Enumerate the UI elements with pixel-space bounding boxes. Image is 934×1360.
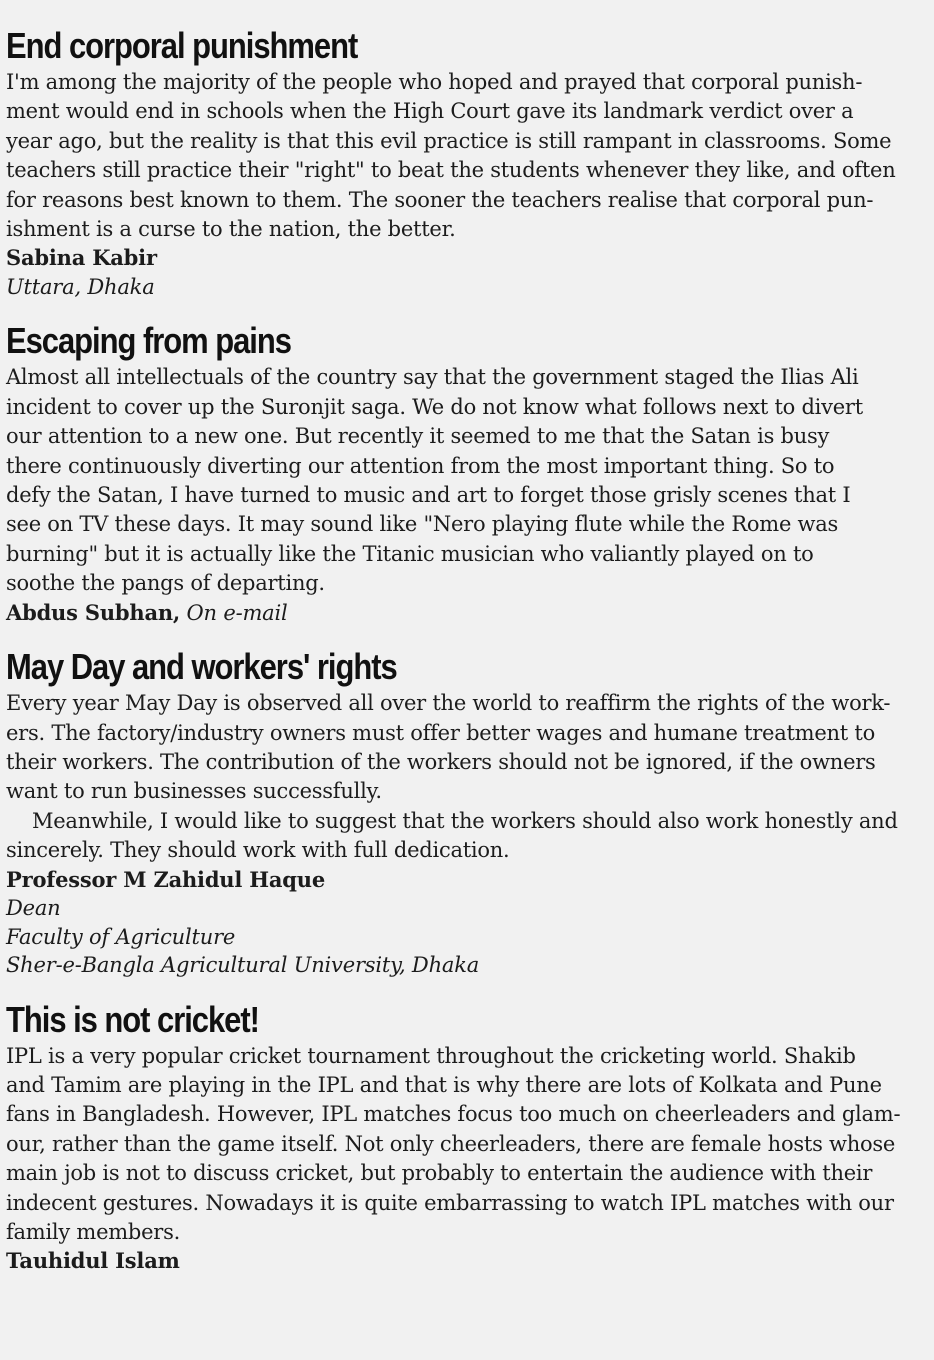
text-line: want to run businesses successfully. [6,779,382,804]
letter-signature [6,599,906,628]
author-affiliation-line: Uttara, Dhaka [6,274,155,299]
text-line: our attention to a new one. But recently it seemed to me that the Satan is busy [6,424,830,449]
letter-4 [6,998,906,1276]
text-line: burning" but it is actually like the Titanic musician who valiantly played on to [6,541,814,566]
author-location: On e-mail [186,600,288,625]
author-name: Tauhidul Islam [6,1248,180,1274]
author-name: Abdus Subhan, [6,599,181,625]
text-line: their workers. The contribution of the workers should not be ignored, if the owners [6,750,876,774]
text-line: and Tamim are playing in the IPL and that is why there are lots of Kolkata and Pune [6,1073,882,1098]
author-name: Sabina Kabir [6,245,157,271]
author-affiliation-line: Faculty of Agriculture [6,924,236,949]
letter-paragraph [6,689,906,807]
text-line: indecent gestures. Nowadays it is quite embarrassing to watch IPL matches with our [6,1190,894,1215]
author-affiliation-line: Sher-e-Bangla Agricultural University, Dhaka [6,953,480,978]
text-line: main job is not to discuss cricket, but probably to entertain the audience with their [6,1161,873,1186]
letter-3 [6,645,906,979]
letter-headline: May Day and workers' rights [6,646,397,688]
text-line: ers. The factory/industry owners must offer better wages and humane treatment to [6,720,875,745]
letter-headline: End corporal punishment [6,25,358,66]
letter-signature [6,1247,906,1276]
text-line: incident to cover up the Suronjit saga. We do not know what follows next to divert [6,394,863,419]
text-line: soothe the pangs of departing. [6,571,325,596]
letter-signature [6,244,906,301]
letter-headline: Escaping from pains [6,320,291,362]
text-line: see on TV these days. It may sound like "Nero playing flute while the Rome was [6,512,839,537]
text-line: Every year May Day is observed all over the world to reaffirm the rights of the work- [6,691,891,716]
text-line: ment would end in schools when the High Court gave its landmark verdict over a [6,99,854,124]
text-line: fans in Bangladesh. However, IPL matches focus too much on cheerleaders and glam- [6,1102,901,1127]
letter-paragraph [6,1042,906,1248]
letter-paragraph [6,68,906,244]
text-line: family members. [6,1220,181,1245]
text-line: there continuously diverting our attention from the most important thing. So to [6,453,835,478]
text-line: IPL is a very popular cricket tournament throughout the cricketing world. Shakib [6,1043,856,1068]
text-line: Almost all intellectuals of the country say that the government staged the Ilias Ali [6,365,859,390]
text-line: for reasons best known to them. The sooner the teachers realise that corporal pun- [6,187,874,212]
text-line: I'm among the majority of the people who hoped and prayed that corporal punish- [6,70,863,94]
text-line: defy the Satan, I have turned to music and art to forget those grisly scenes that I [6,483,851,508]
letter-paragraph [6,807,906,866]
letter-2 [6,319,906,627]
letter-headline: This is not cricket! [6,998,259,1040]
text-line: sincerely. They should work with full dedication. [6,838,510,863]
author-name: Professor M Zahidul Haque [6,866,326,892]
text-line: Meanwhile, I would like to suggest that the workers should also work honestly and [32,808,898,833]
letter-signature [6,866,906,980]
letter-1 [6,24,906,301]
letter-paragraph [6,363,906,598]
text-line: our, rather than the game itself. Not only cheerleaders, there are female hosts whose [6,1131,896,1156]
author-affiliation-line: Dean [6,896,61,921]
text-line: ishment is a curse to the nation, the better. [6,217,456,242]
text-line: teachers still practice their "right" to beat the students whenever they like, and often [6,158,896,183]
text-line: year ago, but the reality is that this evil practice is still rampant in classrooms. Some [6,128,892,153]
